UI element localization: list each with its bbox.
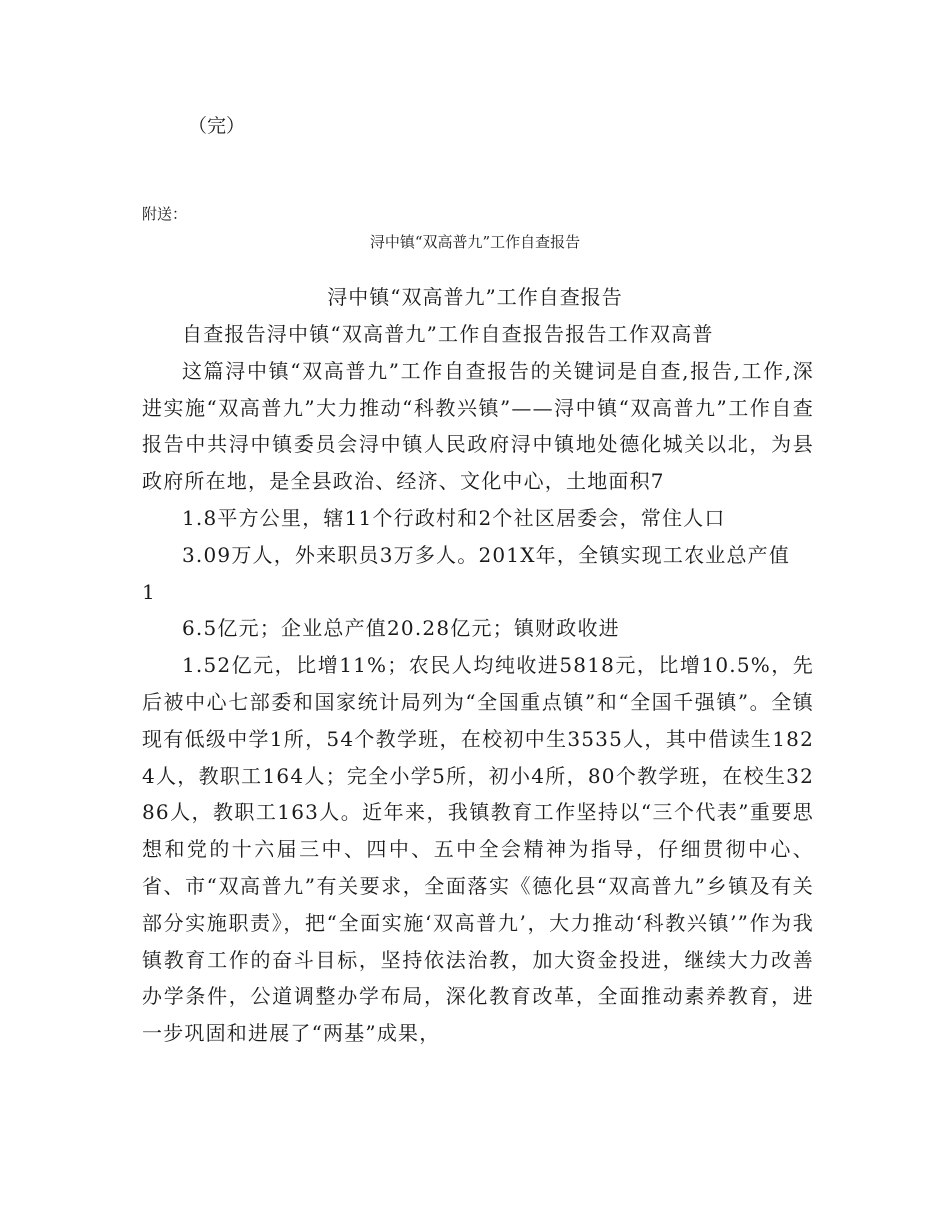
- paragraph-population: 3.09万人，外来职员3万多人。201X年，全镇实现工农业总产值: [182, 542, 791, 567]
- end-mark: （完）: [188, 115, 246, 137]
- attachment-title: 浔中镇“双高普九”工作自查报告: [369, 233, 581, 251]
- paragraph-keywords: 自查报告浔中镇“双高普九”工作自查报告报告工作双高普: [182, 322, 714, 346]
- paragraph-fragment: 1: [142, 579, 156, 604]
- paragraph-area: 1.8平方公里，辖11个行政村和2个社区居委会，常住人口: [182, 505, 726, 530]
- paragraph-output: 6.5亿元；企业总产值20.28亿元；镇财政收进: [182, 616, 620, 641]
- document-body: [142, 316, 814, 1052]
- paragraph-education: 1.52亿元，比增11%；农民人均纯收进5818元，比增10.5%，先后被中心七部委和国家统计局列为“全国重点镇”和“全国千强镇”。全镇现有低级中学1所，54个教学班，在校初中生3535人，其中借读生1824人，教职工164人；完全小学5所，初小4所，80个教学班，在校生3286人，教职工163人。近年来，我镇教育工作坚持以“三个代表”重要思想和党的十六届三中、四中、五中全会精神为指导，仔细贯彻中心、省、市“双高普九”有关要求，全面落实《德化县“双高普九”乡镇及有关部分实施职责》，把“全面实施‘双高普九’，大力推动‘科教兴镇’”作为我镇教育工作的奋斗目标，坚持依法治教，加大资金投进，继续大力改善办学条件，公道调整办学布局，深化教育改革，全面推动素养教育，进一步巩固和进展了“两基”成果，: [142, 653, 814, 1046]
- paragraph-intro: 这篇浔中镇“双高普九”工作自查报告的关键词是自查,报告,工作,深进实施“双高普九”大力推动“科教兴镇”——浔中镇“双高普九”工作自查报告中共浔中镇委员会浔中镇人民政府浔中镇地处德化城关以北，为县政府所在地，是全县政治、经济、文化中心，土地面积7: [142, 358, 814, 494]
- document-title: 浔中镇“双高普九”工作自查报告: [327, 285, 623, 309]
- attachment-label: 附送：: [142, 205, 188, 223]
